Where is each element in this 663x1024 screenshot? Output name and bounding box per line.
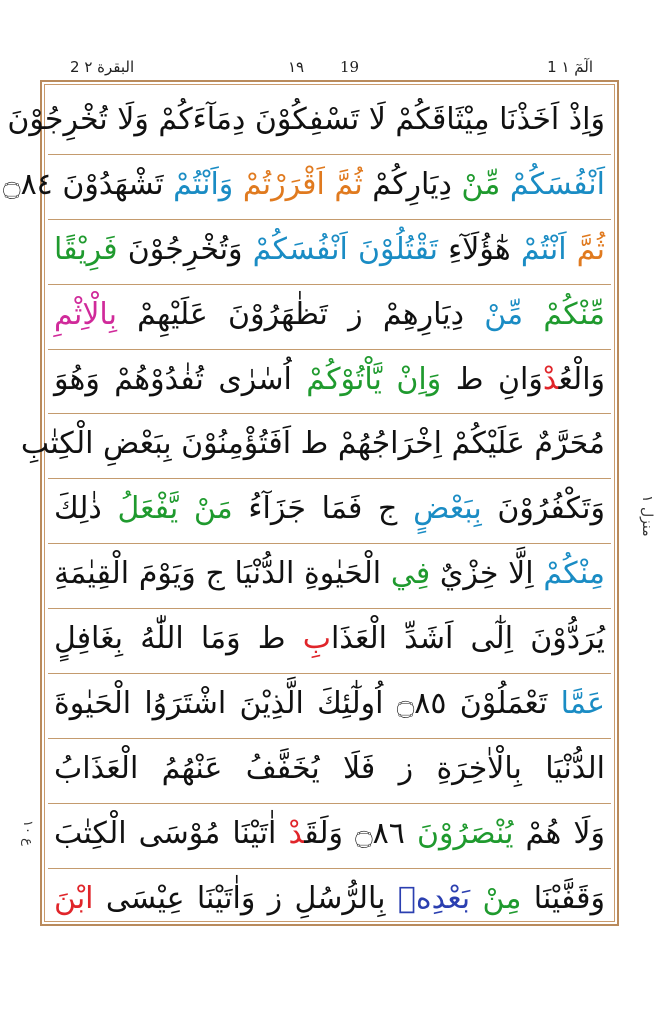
verse-text: بَعْدِهٖ bbox=[385, 880, 471, 916]
verse-line bbox=[2, 155, 611, 220]
verse-line bbox=[48, 869, 611, 934]
verse-text: دِيَارِهِمْ ز تَظٰهَرُوْنَ عَلَيْهِمْ bbox=[116, 296, 464, 332]
juz-name: 1 الٓمٓ ١ bbox=[547, 58, 593, 76]
manzil-marker: منزل ١ bbox=[639, 495, 655, 537]
verse-text: الْحَيٰوةِ الدُّنْيَا ج وَيَوْمَ الْقِيٰمَةِ bbox=[54, 556, 382, 592]
verse-line bbox=[48, 544, 611, 609]
verse-text: ط وَمَا اللّٰهُ بِغَافِلٍ bbox=[54, 621, 303, 657]
verse-line bbox=[48, 285, 611, 350]
verse-text: ج فَمَا جَزَآءُ bbox=[232, 491, 398, 527]
page-number: 19 bbox=[340, 58, 360, 76]
verse-text: ثُمَّ bbox=[324, 166, 363, 202]
verse-text: مِنْكُمْ bbox=[533, 556, 605, 592]
verse-text: ۝٨٦ وَلَقَ bbox=[304, 815, 405, 851]
verse-line bbox=[7, 90, 611, 155]
verse-text: مِّنْ bbox=[463, 296, 524, 332]
verse-text: وَاِذْ اَخَذْنَا مِيْثَاقَكُمْ لَا تَسْفِكُوْنَ دِمَآءَكُمْ وَلَا تُخْرِجُوْنَ bbox=[7, 102, 605, 137]
verse-line bbox=[48, 674, 611, 739]
verse-text: تَعْمَلُوْنَ ۝٨٥ اُولٰٓئِكَ الَّذِيْنَ اشْتَرَوُا الْحَيٰوةَ bbox=[54, 686, 548, 722]
verse-text: بِالْاِثْمِ bbox=[54, 296, 117, 332]
verse-text: مِّنْ bbox=[451, 166, 501, 202]
verse-line bbox=[48, 609, 611, 674]
verse-text: تَشْهَدُوْنَ ۝٨٤ bbox=[2, 166, 164, 202]
verse-line bbox=[48, 804, 611, 869]
verse-text: يُرَدُّوْنَ اِلٰٓى اَشَدِّ الْعَذَا bbox=[330, 621, 605, 657]
verse-text: بِالرُّسُلِ ز وَاٰتَيْنَا عِيْسَى bbox=[93, 880, 386, 916]
verse-text: وَانِ ط bbox=[441, 361, 543, 397]
verse-text: وَاَنْتُمْ bbox=[163, 166, 234, 202]
verse-text: اَقْرَرْتُمْ bbox=[233, 166, 325, 202]
verse-text: مُحَرَّمٌ عَلَيْكُمْ اِخْرَاجُهُمْ ط اَفَتُؤْمِنُوْنَ بِبَعْضِ الْكِتٰبِ bbox=[20, 426, 605, 462]
verse-line bbox=[48, 739, 611, 804]
verse-line bbox=[48, 350, 611, 415]
verse-text: ثُمَّ bbox=[566, 231, 605, 267]
verse-text: وَتُخْرِجُوْنَ bbox=[117, 231, 243, 267]
verse-line bbox=[48, 479, 611, 544]
verse-text: مِّنْكُمْ bbox=[523, 296, 605, 332]
verse-text: وَقَفَّيْنَا bbox=[521, 880, 605, 916]
surah-name: 2 البقرة ٢ bbox=[70, 58, 135, 76]
verse-text: فَرِيْقًا bbox=[54, 231, 118, 267]
verse-text: دِيَارِكُمْ bbox=[362, 166, 452, 202]
verse-text: وَتَكْفُرُوْنَ bbox=[481, 491, 606, 527]
verse-text: مِنْ bbox=[470, 880, 522, 916]
verse-text: اٰتَيْنَا مُوْسَى الْكِتٰبَ bbox=[54, 815, 289, 851]
verse-text: اَنْفُسَكُمْ bbox=[242, 231, 348, 267]
verse-line bbox=[20, 414, 611, 479]
verse-text: وَلَا هُمْ bbox=[513, 815, 606, 851]
page-number-arabic: ١٩ bbox=[288, 58, 305, 76]
verse-text: اَنْتُمْ bbox=[510, 231, 567, 267]
verse-text: ذٰلِكَ bbox=[54, 491, 102, 527]
verse-text: هٰٓؤُلَآءِ bbox=[438, 231, 511, 267]
verse-text: عَمَّا bbox=[547, 686, 605, 722]
verse-text: تَقْتُلُوْنَ bbox=[347, 231, 439, 267]
verse-text: وَاِنْ يَّاْتُوْكُمْ bbox=[291, 361, 442, 397]
verse-text: الدُّنْيَا بِالْاٰخِرَةِ ز فَلَا يُخَفَّفُ عَنْهُمُ الْعَذَابُ bbox=[54, 750, 605, 786]
verse-text: ابْنَ bbox=[54, 880, 94, 916]
verse-text: دْ bbox=[542, 361, 559, 397]
verse-text: يُنْصَرُوْنَ bbox=[404, 815, 514, 851]
verse-line bbox=[48, 220, 611, 285]
ruku-marker: ع ١٠ bbox=[20, 820, 35, 846]
verse-text: دْ bbox=[288, 815, 305, 851]
verse-text: وَالْعُ bbox=[558, 361, 606, 397]
verse-text: بِ bbox=[302, 621, 331, 657]
verse-text: اُسٰرٰى تُفٰدُوْهُمْ وَهُوَ bbox=[54, 361, 292, 397]
verse-text: اِلَّا خِزْيٌ bbox=[430, 556, 534, 592]
verse-text: فِي bbox=[381, 556, 431, 592]
verse-text: اَنْفُسَكُمْ bbox=[500, 166, 605, 202]
verse-text: بِبَعْضٍ bbox=[397, 491, 482, 527]
page-header bbox=[40, 58, 623, 80]
verse-text: مَنْ يَّفْعَلُ bbox=[101, 491, 233, 527]
